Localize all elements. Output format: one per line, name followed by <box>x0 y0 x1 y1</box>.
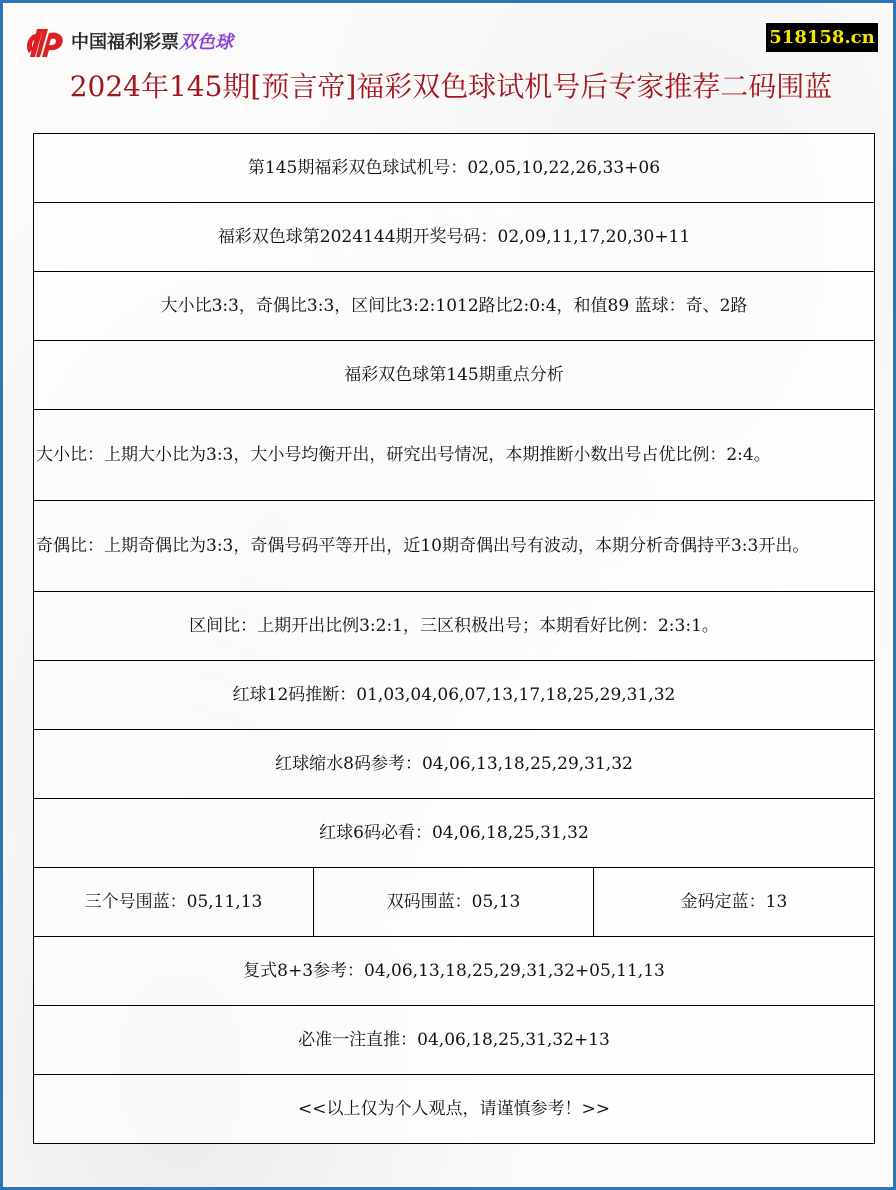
site-badge[interactable]: 518158.cn <box>766 23 878 52</box>
red-8-cell: 红球缩水8码参考：04,06,13,18,25,29,31,32 <box>34 730 875 799</box>
table-row <box>34 592 875 661</box>
table-row <box>34 799 875 868</box>
table-row <box>34 730 875 799</box>
table-row <box>34 341 875 410</box>
size-ratio-analysis-cell: 大小比：上期大小比为3:3，大小号均衡开出，研究出号情况，本期推断小数出号占优比例：2:4。 <box>34 410 875 501</box>
odd-even-analysis-cell: 奇偶比：上期奇偶比为3:3，奇偶号码平等开出，近10期奇偶出号有波动，本期分析奇偶持平3:3开出。 <box>34 501 875 592</box>
table-row <box>34 203 875 272</box>
table-row <box>34 868 875 937</box>
table-row <box>34 272 875 341</box>
page-title: 2024年145期[预言帝]福彩双色球试机号后专家推荐二码围蓝 <box>69 70 833 103</box>
blue-gold-cell: 金码定蓝：13 <box>594 868 875 937</box>
zone-ratio-analysis-cell: 区间比：上期开出比例3:2:1，三区积极出号；本期看好比例：2:3:1。 <box>34 592 875 661</box>
cwl-logo-icon <box>23 23 67 59</box>
trial-number-cell: 第145期福彩双色球试机号：02,05,10,22,26,33+06 <box>34 134 875 203</box>
table-row <box>34 937 875 1006</box>
single-pick-cell: 必准一注直推：04,06,18,25,31,32+13 <box>34 1006 875 1075</box>
table-row <box>34 134 875 203</box>
prediction-table <box>33 133 875 1144</box>
table-row <box>34 501 875 592</box>
draw-stats-cell: 大小比3:3，奇偶比3:3，区间比3:2:1012路比2:0:4，和值89 蓝球：奇、2路 <box>34 272 875 341</box>
lottery-logo <box>23 23 233 59</box>
logo-text: 中国福利彩票 <box>71 32 179 53</box>
blue-two-cell: 双码围蓝：05,13 <box>314 868 594 937</box>
table-row <box>34 661 875 730</box>
analysis-heading-cell: 福彩双色球第145期重点分析 <box>34 341 875 410</box>
red-6-cell: 红球6码必看：04,06,18,25,31,32 <box>34 799 875 868</box>
table-row <box>34 1075 875 1144</box>
compound-cell: 复式8+3参考：04,06,13,18,25,29,31,32+05,11,13 <box>34 937 875 1006</box>
disclaimer-cell: <<以上仅为个人观点，请谨慎参考！>> <box>34 1075 875 1144</box>
table-row <box>34 410 875 501</box>
table-row <box>34 1006 875 1075</box>
red-12-cell: 红球12码推断：01,03,04,06,07,13,17,18,25,29,31,32 <box>34 661 875 730</box>
blue-three-cell: 三个号围蓝：05,11,13 <box>34 868 314 937</box>
logo-accent-text: 双色球 <box>179 32 233 53</box>
previous-draw-cell: 福彩双色球第2024144期开奖号码：02,09,11,17,20,30+11 <box>34 203 875 272</box>
